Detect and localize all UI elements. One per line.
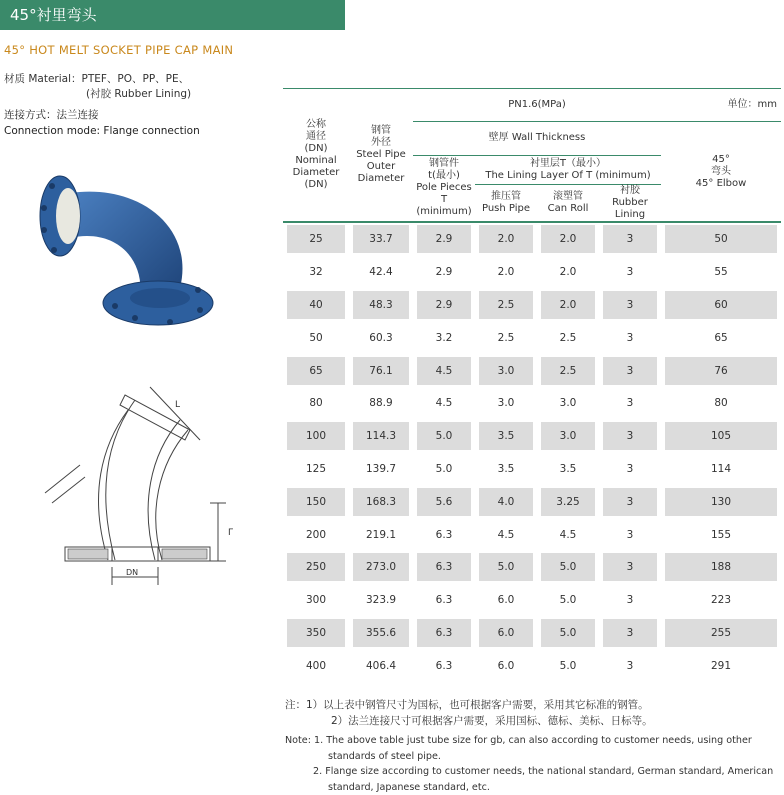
table-row — [283, 256, 781, 289]
table-cell — [283, 551, 349, 584]
label-dn: DN — [126, 568, 138, 577]
cell-value: 3 — [603, 422, 657, 450]
cell-value: 273.0 — [353, 553, 409, 581]
product-subtitle: 45° HOT MELT SOCKET PIPE CAP MAIN — [4, 43, 233, 57]
table-cell — [661, 354, 781, 387]
cell-value: 3 — [603, 258, 657, 286]
cell-value: 33.7 — [353, 225, 409, 253]
cell-value: 2.0 — [541, 225, 595, 253]
page-title: 45°衬里弯头 — [0, 0, 345, 30]
elbow-section-drawing — [40, 385, 250, 600]
cell-value: 155 — [665, 521, 777, 549]
cell-value: 2.0 — [541, 291, 595, 319]
table-cell — [413, 518, 475, 551]
table-cell — [599, 518, 661, 551]
cell-value: 3 — [603, 521, 657, 549]
table-cell — [283, 387, 349, 420]
table-cell — [349, 584, 413, 617]
note-cn-2: 2）法兰连接尺寸可根据客户需要，采用国标、德标、美标、日标等。 — [285, 713, 653, 729]
cell-value: 5.0 — [541, 553, 595, 581]
table-cell — [537, 321, 599, 354]
cell-value: 2.5 — [479, 291, 533, 319]
cell-value: 6.3 — [417, 619, 471, 647]
table-row — [283, 518, 781, 551]
table-cell — [349, 387, 413, 420]
table-cell — [537, 453, 599, 486]
label-l: L — [175, 400, 180, 410]
cell-value: 125 — [287, 455, 345, 483]
table-row — [283, 485, 781, 518]
cell-value: 3 — [603, 652, 657, 680]
table-cell — [413, 387, 475, 420]
table-cell — [661, 617, 781, 650]
cell-value: 3 — [603, 455, 657, 483]
cell-value: 4.5 — [417, 357, 471, 385]
cell-value: 5.0 — [541, 586, 595, 614]
cell-value: 406.4 — [353, 652, 409, 680]
cell-value: 2.9 — [417, 225, 471, 253]
cell-value: 4.5 — [541, 521, 595, 549]
header-wall-thickness: 壁厚 Wall Thickness — [413, 122, 661, 156]
cell-value: 105 — [665, 422, 777, 450]
note-en-2a: 2. Flange size according to customer needs, the national standard, German standard, American — [285, 764, 773, 780]
material-info — [4, 72, 191, 102]
table-cell — [283, 485, 349, 518]
table-cell — [283, 584, 349, 617]
note-cn-1: 注：1）以上表中钢管尺寸为国标，也可根据客户需要，采用其它标准的钢管。 — [285, 697, 653, 713]
table-cell — [537, 387, 599, 420]
cell-value: 76.1 — [353, 357, 409, 385]
table-cell — [349, 289, 413, 322]
table-cell — [599, 387, 661, 420]
table-cell — [475, 551, 537, 584]
table-cell — [537, 354, 599, 387]
table-row — [283, 584, 781, 617]
header-dn: 公称 通径 (DN) Nominal Diameter (DN) — [283, 88, 349, 223]
cell-value: 25 — [287, 225, 345, 253]
table-cell — [413, 551, 475, 584]
table-cell — [475, 649, 537, 682]
table-cell — [475, 453, 537, 486]
table-cell — [599, 321, 661, 354]
table-cell — [599, 649, 661, 682]
table-cell — [599, 420, 661, 453]
cell-value: 3 — [603, 553, 657, 581]
table-row — [283, 223, 781, 256]
cell-value: 4.5 — [417, 389, 471, 417]
table-row — [283, 354, 781, 387]
table-cell — [599, 485, 661, 518]
table-cell — [661, 518, 781, 551]
cell-value: 2.5 — [541, 357, 595, 385]
cell-value: 50 — [665, 225, 777, 253]
cell-value: 3.5 — [541, 455, 595, 483]
cell-value: 139.7 — [353, 455, 409, 483]
note-en-1a: Note: 1. The above table just tube size for gb, can also according to customer needs, using other — [285, 733, 773, 749]
cell-value: 3.0 — [541, 422, 595, 450]
cell-value: 3 — [603, 225, 657, 253]
connection-en: Connection mode: Flange connection — [4, 123, 200, 139]
table-row — [283, 551, 781, 584]
cell-value: 48.3 — [353, 291, 409, 319]
spec-table — [283, 88, 781, 682]
cell-value: 250 — [287, 553, 345, 581]
header-rubber-lining: 衬胶 Rubber Lining — [599, 185, 661, 223]
table-cell — [661, 453, 781, 486]
table-row — [283, 387, 781, 420]
table-cell — [537, 551, 599, 584]
cell-value: 4.0 — [479, 488, 533, 516]
table-cell — [283, 289, 349, 322]
table-cell — [475, 584, 537, 617]
table-cell — [413, 256, 475, 289]
cell-value: 5.0 — [541, 652, 595, 680]
table-cell — [283, 649, 349, 682]
table-cell — [349, 518, 413, 551]
table-cell — [349, 354, 413, 387]
table-cell — [283, 518, 349, 551]
connection-cn: 连接方式：法兰连接 — [4, 107, 200, 123]
table-cell — [475, 617, 537, 650]
cell-value: 6.3 — [417, 586, 471, 614]
cell-value: 60.3 — [353, 324, 409, 352]
table-cell — [283, 617, 349, 650]
table-cell — [413, 584, 475, 617]
table-cell — [283, 223, 349, 256]
connection-info — [4, 107, 200, 139]
table-cell — [283, 354, 349, 387]
table-cell — [661, 584, 781, 617]
cell-value: 3 — [603, 357, 657, 385]
cell-value: 255 — [665, 619, 777, 647]
table-body — [283, 223, 781, 682]
cell-value: 150 — [287, 488, 345, 516]
table-cell — [475, 354, 537, 387]
header-can-roll: 滚塑管 Can Roll — [537, 185, 599, 223]
cell-value: 32 — [287, 258, 345, 286]
cell-value: 3.5 — [479, 422, 533, 450]
table-cell — [537, 420, 599, 453]
table-row — [283, 321, 781, 354]
cell-value: 3 — [603, 619, 657, 647]
table-cell — [349, 617, 413, 650]
table-cell — [537, 617, 599, 650]
table-cell — [413, 321, 475, 354]
table-cell — [475, 223, 537, 256]
table-cell — [349, 321, 413, 354]
cell-value: 3.5 — [479, 455, 533, 483]
cell-value: 5.0 — [479, 553, 533, 581]
cell-value: 6.0 — [479, 652, 533, 680]
cell-value: 65 — [665, 324, 777, 352]
table-cell — [599, 354, 661, 387]
cell-value: 200 — [287, 521, 345, 549]
cell-value: 355.6 — [353, 619, 409, 647]
cell-value: 168.3 — [353, 488, 409, 516]
cell-value: 6.0 — [479, 619, 533, 647]
material-line-2: (衬胶 Rubber Lining) — [4, 87, 191, 102]
table-cell — [599, 289, 661, 322]
cell-value: 80 — [287, 389, 345, 417]
table-cell — [661, 649, 781, 682]
table-cell — [661, 289, 781, 322]
cell-value: 3.0 — [479, 389, 533, 417]
table-cell — [661, 387, 781, 420]
cell-value: 350 — [287, 619, 345, 647]
cell-value: 130 — [665, 488, 777, 516]
cell-value: 223 — [665, 586, 777, 614]
table-cell — [537, 485, 599, 518]
table-cell — [413, 223, 475, 256]
elbow-product-photo — [30, 168, 215, 333]
table-cell — [349, 223, 413, 256]
table-cell — [283, 420, 349, 453]
cell-value: 2.5 — [541, 324, 595, 352]
table-cell — [349, 453, 413, 486]
cell-value: 50 — [287, 324, 345, 352]
table-cell — [537, 256, 599, 289]
cell-value: 88.9 — [353, 389, 409, 417]
table-cell — [413, 617, 475, 650]
table-cell — [537, 289, 599, 322]
table-cell — [475, 420, 537, 453]
cell-value: 2.0 — [479, 258, 533, 286]
cell-value: 6.3 — [417, 553, 471, 581]
table-cell — [413, 485, 475, 518]
cell-value: 3.0 — [541, 389, 595, 417]
header-pressure: PN1.6(MPa) — [413, 88, 661, 122]
cell-value: 5.0 — [417, 455, 471, 483]
material-line-1: 材质 Material：PTEF、PO、PP、PE、 — [4, 72, 191, 87]
cell-value: 100 — [287, 422, 345, 450]
cell-value: 188 — [665, 553, 777, 581]
table-cell — [413, 420, 475, 453]
table-cell — [661, 223, 781, 256]
table-cell — [349, 551, 413, 584]
cell-value: 5.6 — [417, 488, 471, 516]
table-cell — [349, 485, 413, 518]
header-od: 钢管 外径 Steel Pipe Outer Diameter — [349, 88, 413, 223]
header-unit: 单位：mm — [661, 88, 781, 122]
cell-value: 3 — [603, 324, 657, 352]
table-cell — [599, 584, 661, 617]
table-cell — [661, 485, 781, 518]
notes-english — [285, 733, 773, 795]
table-cell — [475, 321, 537, 354]
table-cell — [283, 453, 349, 486]
cell-value: 400 — [287, 652, 345, 680]
cell-value: 6.3 — [417, 652, 471, 680]
table-cell — [475, 387, 537, 420]
cell-value: 6.0 — [479, 586, 533, 614]
table-cell — [599, 453, 661, 486]
table-cell — [349, 256, 413, 289]
table-cell — [413, 289, 475, 322]
header-elbow: 45° 弯头 45° Elbow — [661, 122, 781, 223]
cell-value: 2.9 — [417, 291, 471, 319]
cell-value: 40 — [287, 291, 345, 319]
table-cell — [537, 223, 599, 256]
cell-value: 2.5 — [479, 324, 533, 352]
table-cell — [475, 518, 537, 551]
table-cell — [537, 649, 599, 682]
table-cell — [283, 256, 349, 289]
cell-value: 291 — [665, 652, 777, 680]
cell-value: 3.25 — [541, 488, 595, 516]
table-cell — [283, 321, 349, 354]
cell-value: 6.3 — [417, 521, 471, 549]
table-cell — [475, 256, 537, 289]
cell-value: 3.0 — [479, 357, 533, 385]
table-cell — [475, 485, 537, 518]
label-side: Γ — [228, 528, 233, 538]
table-cell — [537, 518, 599, 551]
cell-value: 3 — [603, 586, 657, 614]
table-cell — [413, 649, 475, 682]
table-cell — [475, 289, 537, 322]
table-cell — [413, 453, 475, 486]
table-row — [283, 617, 781, 650]
cell-value: 5.0 — [541, 619, 595, 647]
table-cell — [349, 649, 413, 682]
cell-value: 2.0 — [541, 258, 595, 286]
table-cell — [537, 584, 599, 617]
note-en-2b: standard, Japanese standard, etc. — [285, 780, 773, 795]
note-en-1b: standards of steel pipe. — [285, 749, 773, 765]
table-cell — [661, 256, 781, 289]
cell-value: 323.9 — [353, 586, 409, 614]
table-cell — [349, 420, 413, 453]
table-cell — [599, 256, 661, 289]
cell-value: 3 — [603, 389, 657, 417]
header-pole-pieces: 钢管件 t(最小) Pole Pieces T (minimum) — [413, 156, 475, 224]
table-cell — [599, 551, 661, 584]
table-row — [283, 649, 781, 682]
table-cell — [661, 420, 781, 453]
table-cell — [599, 617, 661, 650]
table-row — [283, 289, 781, 322]
cell-value: 42.4 — [353, 258, 409, 286]
cell-value: 4.5 — [479, 521, 533, 549]
cell-value: 114.3 — [353, 422, 409, 450]
cell-value: 114 — [665, 455, 777, 483]
header-push-pipe: 推压管 Push Pipe — [475, 185, 537, 223]
table-cell — [413, 354, 475, 387]
cell-value: 5.0 — [417, 422, 471, 450]
cell-value: 2.0 — [479, 225, 533, 253]
cell-value: 219.1 — [353, 521, 409, 549]
cell-value: 3 — [603, 291, 657, 319]
cell-value: 65 — [287, 357, 345, 385]
cell-value: 76 — [665, 357, 777, 385]
cell-value: 55 — [665, 258, 777, 286]
cell-value: 300 — [287, 586, 345, 614]
cell-value: 3.2 — [417, 324, 471, 352]
cell-value: 2.9 — [417, 258, 471, 286]
table-cell — [599, 223, 661, 256]
table-row — [283, 453, 781, 486]
table-cell — [661, 551, 781, 584]
cell-value: 60 — [665, 291, 777, 319]
notes-chinese — [285, 697, 653, 729]
table-row — [283, 420, 781, 453]
header-lining: 衬里层T（最小） The Lining Layer Of T (minimum) — [475, 156, 661, 186]
cell-value: 3 — [603, 488, 657, 516]
table-cell — [661, 321, 781, 354]
cell-value: 80 — [665, 389, 777, 417]
